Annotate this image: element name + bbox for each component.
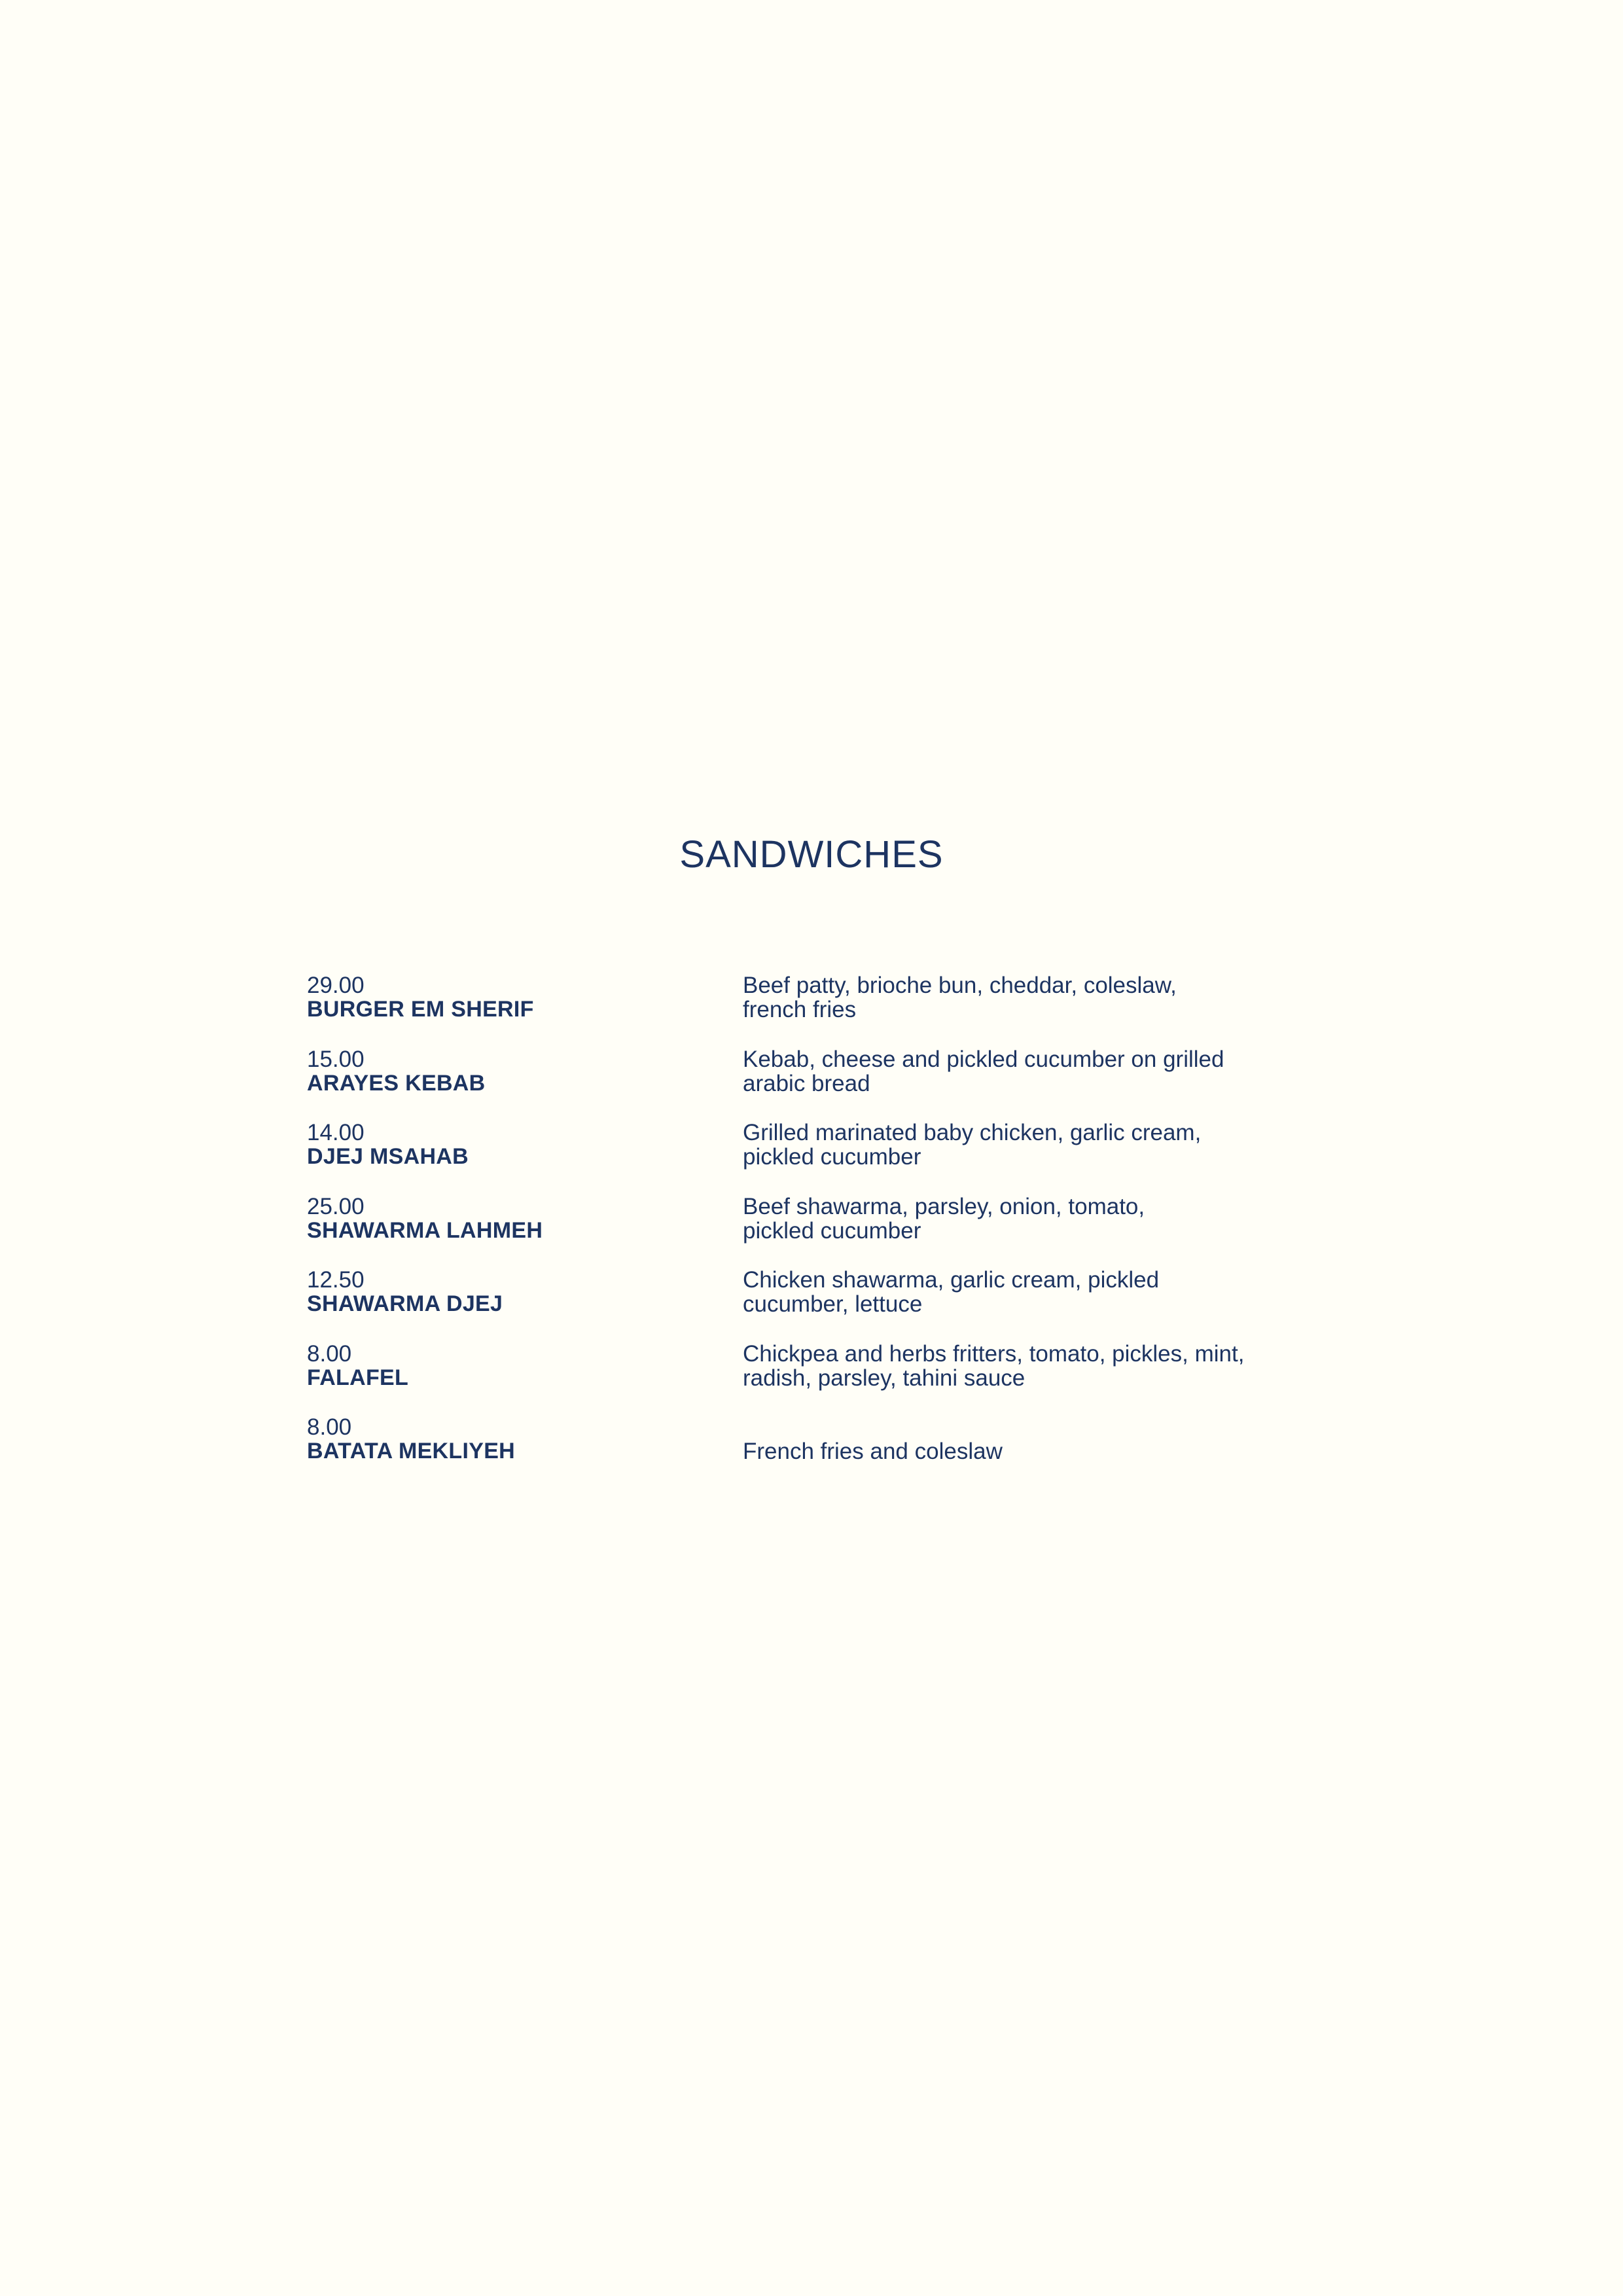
description-line: radish, parsley, tahini sauce — [743, 1365, 1026, 1391]
menu-item — [307, 1268, 1328, 1320]
description-line: pickled cucumber — [743, 1218, 921, 1244]
menu-item-description — [743, 1342, 1319, 1390]
menu-item-name: DJEJ MSAHAB — [307, 1144, 469, 1169]
menu-item-header — [307, 973, 713, 1022]
menu-item-price: 12.50 — [307, 1267, 365, 1293]
description-line: cucumber, lettuce — [743, 1291, 923, 1317]
menu-item-header — [307, 1415, 713, 1463]
description-line: Kebab, cheese and pickled cucumber on grilled — [743, 1047, 1224, 1072]
menu-item-price: 29.00 — [307, 973, 365, 998]
menu-item — [307, 1047, 1328, 1100]
menu-item-price: 8.00 — [307, 1341, 352, 1367]
description-line: Beef patty, brioche bun, cheddar, coleslaw, — [743, 973, 1177, 998]
description-line: Chickpea and herbs fritters, tomato, pickles, mint, — [743, 1341, 1245, 1367]
menu-item-description — [743, 1194, 1319, 1243]
menu-item-name: FALAFEL — [307, 1365, 409, 1390]
description-line: french fries — [743, 997, 857, 1022]
menu-item-description — [743, 973, 1319, 1022]
description-line: pickled cucumber — [743, 1144, 921, 1170]
menu-item-header — [307, 1342, 713, 1390]
menu-item-name: BATATA MEKLIYEH — [307, 1439, 516, 1463]
menu-item-name: BURGER EM SHERIF — [307, 997, 534, 1022]
section-title: SANDWICHES — [679, 833, 944, 876]
menu-item-price: 15.00 — [307, 1047, 365, 1072]
menu-item-name: SHAWARMA DJEJ — [307, 1291, 503, 1316]
description-line: French fries and coleslaw — [743, 1439, 1003, 1464]
menu-item-description — [743, 1268, 1319, 1316]
menu-item — [307, 1121, 1328, 1173]
description-line: Grilled marinated baby chicken, garlic cream, — [743, 1120, 1202, 1145]
menu-item — [307, 1342, 1328, 1394]
menu-item-header — [307, 1047, 713, 1096]
description-line: Chicken shawarma, garlic cream, pickled — [743, 1267, 1160, 1293]
menu-item-description — [743, 1121, 1319, 1169]
menu-item-header — [307, 1194, 713, 1243]
description-line: Beef shawarma, parsley, onion, tomato, — [743, 1194, 1145, 1219]
menu-item-header — [307, 1268, 713, 1316]
menu-item-description — [743, 1439, 1319, 1463]
menu-item-price: 14.00 — [307, 1120, 365, 1145]
menu-item-header — [307, 1121, 713, 1169]
menu-item-price: 25.00 — [307, 1194, 365, 1219]
menu-item-name: SHAWARMA LAHMEH — [307, 1218, 543, 1243]
menu-item-description — [743, 1047, 1319, 1096]
menu-item — [307, 1415, 1328, 1467]
menu-item-price: 8.00 — [307, 1414, 352, 1440]
menu-item-name: ARAYES KEBAB — [307, 1071, 486, 1096]
description-line: arabic bread — [743, 1071, 870, 1096]
menu-item — [307, 1194, 1328, 1247]
menu-item — [307, 973, 1328, 1026]
